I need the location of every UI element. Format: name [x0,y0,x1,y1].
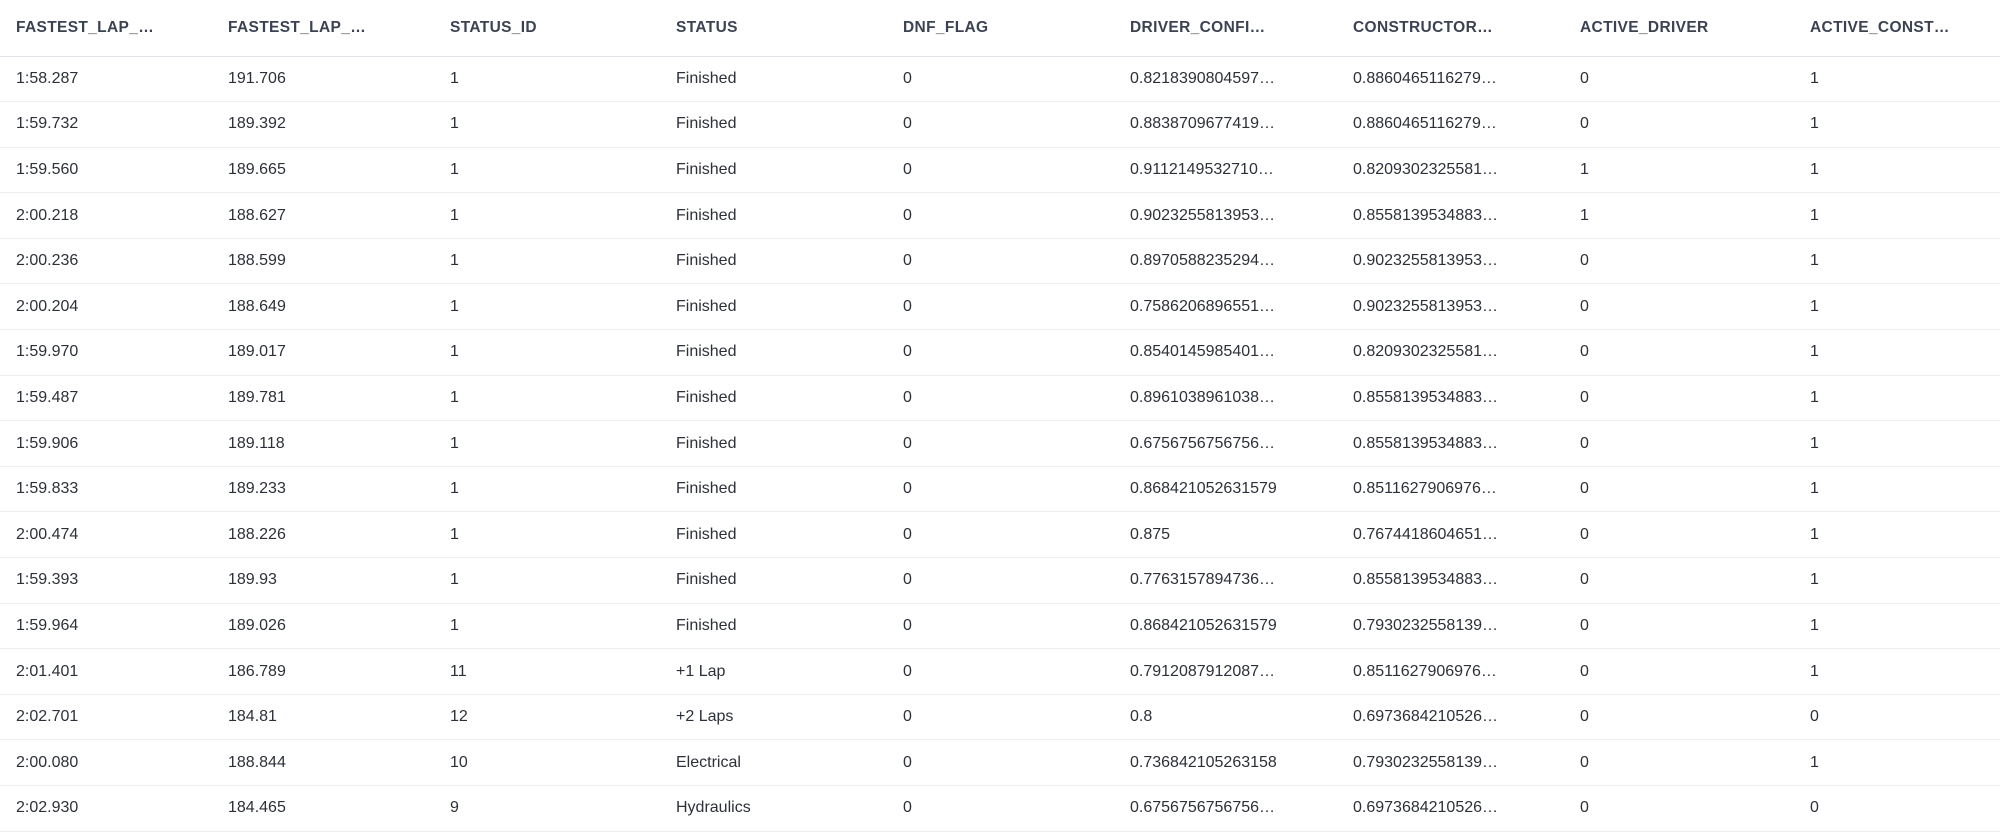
cell-constructor-reliability: 0.8860465116279… [1353,56,1580,102]
cell-fastest-lap-time: 1:59.833 [0,466,228,512]
cell-constructor-reliability: 0.8558139534883… [1353,558,1580,604]
cell-status-id: 1 [450,512,676,558]
column-header-active-driver[interactable]: ACTIVE_DRIVER [1580,0,1810,56]
cell-constructor-reliability: 0.8558139534883… [1353,375,1580,421]
table-row[interactable] [0,466,2000,512]
cell-active-constructor: 1 [1810,284,2000,330]
cell-status: Finished [676,193,903,239]
cell-status-id: 12 [450,694,676,740]
cell-constructor-reliability: 0.7930232558139… [1353,740,1580,786]
table-row[interactable] [0,375,2000,421]
cell-status: Finished [676,421,903,467]
cell-active-driver: 0 [1580,466,1810,512]
cell-fastest-lap-time: 2:00.218 [0,193,228,239]
cell-active-constructor: 1 [1810,740,2000,786]
cell-active-constructor: 1 [1810,330,2000,376]
cell-dnf-flag: 0 [903,330,1130,376]
cell-active-driver: 0 [1580,558,1810,604]
cell-driver-confidence: 0.6756756756756… [1130,421,1353,467]
cell-dnf-flag: 0 [903,466,1130,512]
cell-active-driver: 0 [1580,284,1810,330]
cell-constructor-reliability: 0.8209302325581… [1353,147,1580,193]
cell-active-driver: 0 [1580,649,1810,695]
cell-fastest-lap-speed: 188.599 [228,238,450,284]
cell-driver-confidence: 0.8218390804597… [1130,56,1353,102]
cell-fastest-lap-time: 1:59.560 [0,147,228,193]
cell-status: Electrical [676,740,903,786]
cell-dnf-flag: 0 [903,558,1130,604]
cell-status-id: 1 [450,558,676,604]
cell-fastest-lap-time: 2:01.401 [0,649,228,695]
cell-status-id: 1 [450,238,676,284]
cell-fastest-lap-time: 2:02.701 [0,694,228,740]
table-row[interactable] [0,421,2000,467]
table-row[interactable] [0,694,2000,740]
cell-constructor-reliability: 0.8511627906976… [1353,466,1580,512]
cell-constructor-reliability: 0.8511627906976… [1353,649,1580,695]
table-row[interactable] [0,649,2000,695]
table-row[interactable] [0,238,2000,284]
cell-driver-confidence: 0.8961038961038… [1130,375,1353,421]
cell-fastest-lap-speed: 188.226 [228,512,450,558]
cell-driver-confidence: 0.7763157894736… [1130,558,1353,604]
cell-driver-confidence: 0.9023255813953… [1130,193,1353,239]
cell-constructor-reliability: 0.7930232558139… [1353,603,1580,649]
cell-status-id: 1 [450,603,676,649]
table-row[interactable] [0,284,2000,330]
cell-driver-confidence: 0.9112149532710… [1130,147,1353,193]
table-row[interactable] [0,558,2000,604]
cell-active-driver: 1 [1580,147,1810,193]
cell-status: Finished [676,102,903,148]
cell-active-constructor: 1 [1810,421,2000,467]
cell-fastest-lap-speed: 186.789 [228,649,450,695]
column-header-fastest-lap-time[interactable]: FASTEST_LAP_… [0,0,228,56]
cell-constructor-reliability: 0.9023255813953… [1353,238,1580,284]
cell-active-constructor: 1 [1810,56,2000,102]
cell-driver-confidence: 0.875 [1130,512,1353,558]
cell-driver-confidence: 0.868421052631579 [1130,603,1353,649]
cell-active-driver: 0 [1580,102,1810,148]
table-row[interactable] [0,56,2000,102]
cell-fastest-lap-speed: 189.392 [228,102,450,148]
cell-dnf-flag: 0 [903,512,1130,558]
cell-driver-confidence: 0.8970588235294… [1130,238,1353,284]
cell-dnf-flag: 0 [903,786,1130,832]
cell-status-id: 1 [450,284,676,330]
cell-constructor-reliability: 0.7674418604651… [1353,512,1580,558]
cell-fastest-lap-time: 1:59.732 [0,102,228,148]
column-header-driver-confidence[interactable]: DRIVER_CONFI… [1130,0,1353,56]
cell-active-driver: 0 [1580,694,1810,740]
cell-status-id: 1 [450,421,676,467]
cell-fastest-lap-time: 1:59.964 [0,603,228,649]
cell-fastest-lap-time: 2:02.930 [0,786,228,832]
table-row[interactable] [0,193,2000,239]
cell-active-constructor: 1 [1810,375,2000,421]
table-header [0,0,2000,56]
cell-driver-confidence: 0.8838709677419… [1130,102,1353,148]
cell-active-driver: 0 [1580,330,1810,376]
table-row[interactable] [0,102,2000,148]
cell-dnf-flag: 0 [903,238,1130,284]
table-row[interactable] [0,330,2000,376]
cell-fastest-lap-speed: 189.93 [228,558,450,604]
cell-constructor-reliability: 0.8558139534883… [1353,193,1580,239]
cell-active-driver: 0 [1580,421,1810,467]
cell-fastest-lap-speed: 189.118 [228,421,450,467]
cell-fastest-lap-time: 1:59.487 [0,375,228,421]
cell-status: Finished [676,375,903,421]
cell-status: +2 Laps [676,694,903,740]
cell-status-id: 1 [450,102,676,148]
column-header-status[interactable]: STATUS [676,0,903,56]
cell-active-constructor: 1 [1810,649,2000,695]
cell-fastest-lap-time: 1:59.393 [0,558,228,604]
cell-fastest-lap-time: 2:00.204 [0,284,228,330]
cell-driver-confidence: 0.8 [1130,694,1353,740]
cell-active-driver: 0 [1580,56,1810,102]
cell-active-constructor: 1 [1810,558,2000,604]
cell-driver-confidence: 0.7912087912087… [1130,649,1353,695]
cell-status: Finished [676,558,903,604]
cell-fastest-lap-time: 2:00.080 [0,740,228,786]
cell-fastest-lap-speed: 189.017 [228,330,450,376]
cell-status: Finished [676,466,903,512]
cell-status-id: 9 [450,786,676,832]
column-header-status-id[interactable]: STATUS_ID [450,0,676,56]
cell-status-id: 1 [450,466,676,512]
cell-active-constructor: 0 [1810,694,2000,740]
cell-constructor-reliability: 0.8558139534883… [1353,421,1580,467]
cell-constructor-reliability: 0.6973684210526… [1353,694,1580,740]
cell-status: Finished [676,147,903,193]
cell-fastest-lap-time: 2:00.474 [0,512,228,558]
cell-fastest-lap-speed: 191.706 [228,56,450,102]
cell-fastest-lap-speed: 184.465 [228,786,450,832]
cell-dnf-flag: 0 [903,375,1130,421]
cell-fastest-lap-speed: 189.233 [228,466,450,512]
column-header-active-constructor[interactable]: ACTIVE_CONST… [1810,0,2000,56]
cell-fastest-lap-time: 1:59.906 [0,421,228,467]
cell-active-constructor: 1 [1810,466,2000,512]
cell-active-driver: 0 [1580,740,1810,786]
cell-dnf-flag: 0 [903,649,1130,695]
cell-active-constructor: 1 [1810,102,2000,148]
cell-fastest-lap-speed: 189.781 [228,375,450,421]
cell-active-constructor: 1 [1810,512,2000,558]
table-row[interactable] [0,512,2000,558]
cell-status: Finished [676,238,903,284]
column-header-fastest-lap-speed[interactable]: FASTEST_LAP_… [228,0,450,56]
cell-status: Finished [676,512,903,558]
cell-fastest-lap-speed: 188.844 [228,740,450,786]
cell-active-driver: 0 [1580,375,1810,421]
cell-fastest-lap-speed: 189.665 [228,147,450,193]
cell-active-driver: 1 [1580,193,1810,239]
cell-dnf-flag: 0 [903,284,1130,330]
cell-fastest-lap-time: 2:00.236 [0,238,228,284]
cell-driver-confidence: 0.6756756756756… [1130,786,1353,832]
cell-status-id: 1 [450,330,676,376]
table-row[interactable] [0,740,2000,786]
cell-active-driver: 0 [1580,786,1810,832]
cell-status: Finished [676,603,903,649]
cell-dnf-flag: 0 [903,740,1130,786]
cell-dnf-flag: 0 [903,603,1130,649]
cell-fastest-lap-time: 1:59.970 [0,330,228,376]
cell-active-constructor: 1 [1810,147,2000,193]
cell-fastest-lap-speed: 189.026 [228,603,450,649]
cell-status: Finished [676,56,903,102]
table-row[interactable] [0,147,2000,193]
cell-status: Finished [676,330,903,376]
cell-status-id: 11 [450,649,676,695]
cell-fastest-lap-speed: 184.81 [228,694,450,740]
cell-constructor-reliability: 0.6973684210526… [1353,786,1580,832]
cell-active-constructor: 1 [1810,603,2000,649]
cell-driver-confidence: 0.8540145985401… [1130,330,1353,376]
cell-status: +1 Lap [676,649,903,695]
cell-constructor-reliability: 0.9023255813953… [1353,284,1580,330]
cell-dnf-flag: 0 [903,56,1130,102]
column-header-dnf-flag[interactable]: DNF_FLAG [903,0,1130,56]
cell-active-driver: 0 [1580,603,1810,649]
cell-status-id: 1 [450,56,676,102]
cell-active-constructor: 1 [1810,238,2000,284]
cell-status: Hydraulics [676,786,903,832]
cell-active-constructor: 1 [1810,193,2000,239]
cell-dnf-flag: 0 [903,147,1130,193]
table-header-row [0,0,2000,56]
cell-active-driver: 0 [1580,512,1810,558]
cell-dnf-flag: 0 [903,102,1130,148]
cell-status-id: 1 [450,147,676,193]
cell-fastest-lap-speed: 188.627 [228,193,450,239]
column-header-constructor-reliability[interactable]: CONSTRUCTOR… [1353,0,1580,56]
cell-status: Finished [676,284,903,330]
cell-driver-confidence: 0.736842105263158 [1130,740,1353,786]
cell-driver-confidence: 0.7586206896551… [1130,284,1353,330]
cell-active-driver: 0 [1580,238,1810,284]
table-body [0,56,2000,831]
table-row[interactable] [0,786,2000,832]
cell-dnf-flag: 0 [903,193,1130,239]
cell-status-id: 1 [450,375,676,421]
cell-fastest-lap-speed: 188.649 [228,284,450,330]
table-row[interactable] [0,603,2000,649]
cell-constructor-reliability: 0.8209302325581… [1353,330,1580,376]
cell-dnf-flag: 0 [903,421,1130,467]
cell-status-id: 1 [450,193,676,239]
cell-fastest-lap-time: 1:58.287 [0,56,228,102]
cell-status-id: 10 [450,740,676,786]
cell-constructor-reliability: 0.8860465116279… [1353,102,1580,148]
cell-dnf-flag: 0 [903,694,1130,740]
cell-driver-confidence: 0.868421052631579 [1130,466,1353,512]
cell-active-constructor: 0 [1810,786,2000,832]
